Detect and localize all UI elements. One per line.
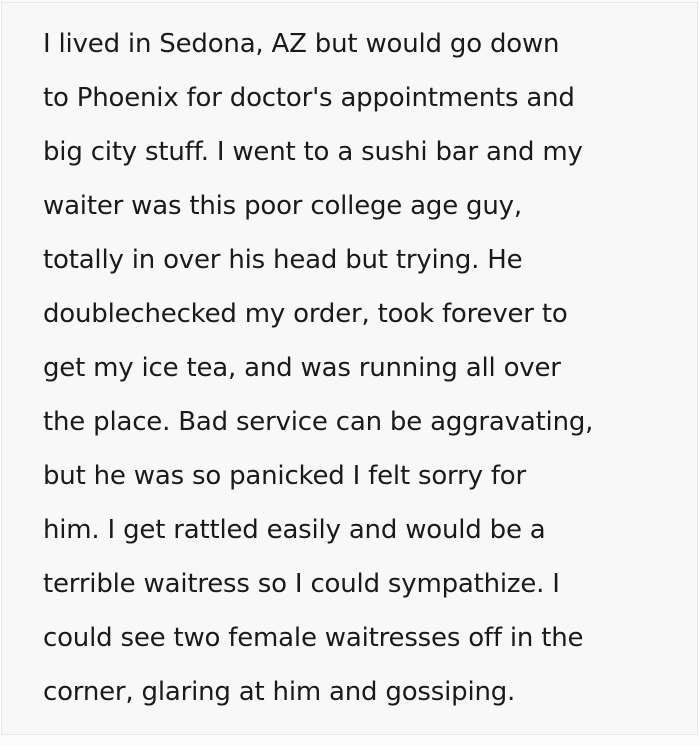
story-line: get my ice tea, and was running all over [43, 353, 561, 383]
story-card [1, 2, 698, 735]
story-line: but he was so panicked I felt sorry for [43, 461, 526, 491]
story-line: big city stuff. I went to a sushi bar and my [43, 137, 583, 167]
screenshot-root [0, 2, 700, 746]
story-line: totally in over his head but trying. He [43, 245, 523, 275]
story-line: him. I get rattled easily and would be a [43, 515, 546, 545]
story-line: I lived in Sedona, AZ but would go down [43, 29, 560, 59]
story-line: to Phoenix for doctor's appointments and [43, 83, 575, 113]
story-line: terrible waitress so I could sympathize. I [43, 569, 560, 599]
story-line: doublechecked my order, took forever to [43, 299, 568, 329]
story-line: corner, glaring at him and gossiping. [43, 677, 516, 707]
story-line: waiter was this poor college age guy, [43, 191, 522, 221]
story-line: the place. Bad service can be aggravating, [43, 407, 594, 437]
story-line: could see two female waitresses off in the [43, 623, 584, 653]
